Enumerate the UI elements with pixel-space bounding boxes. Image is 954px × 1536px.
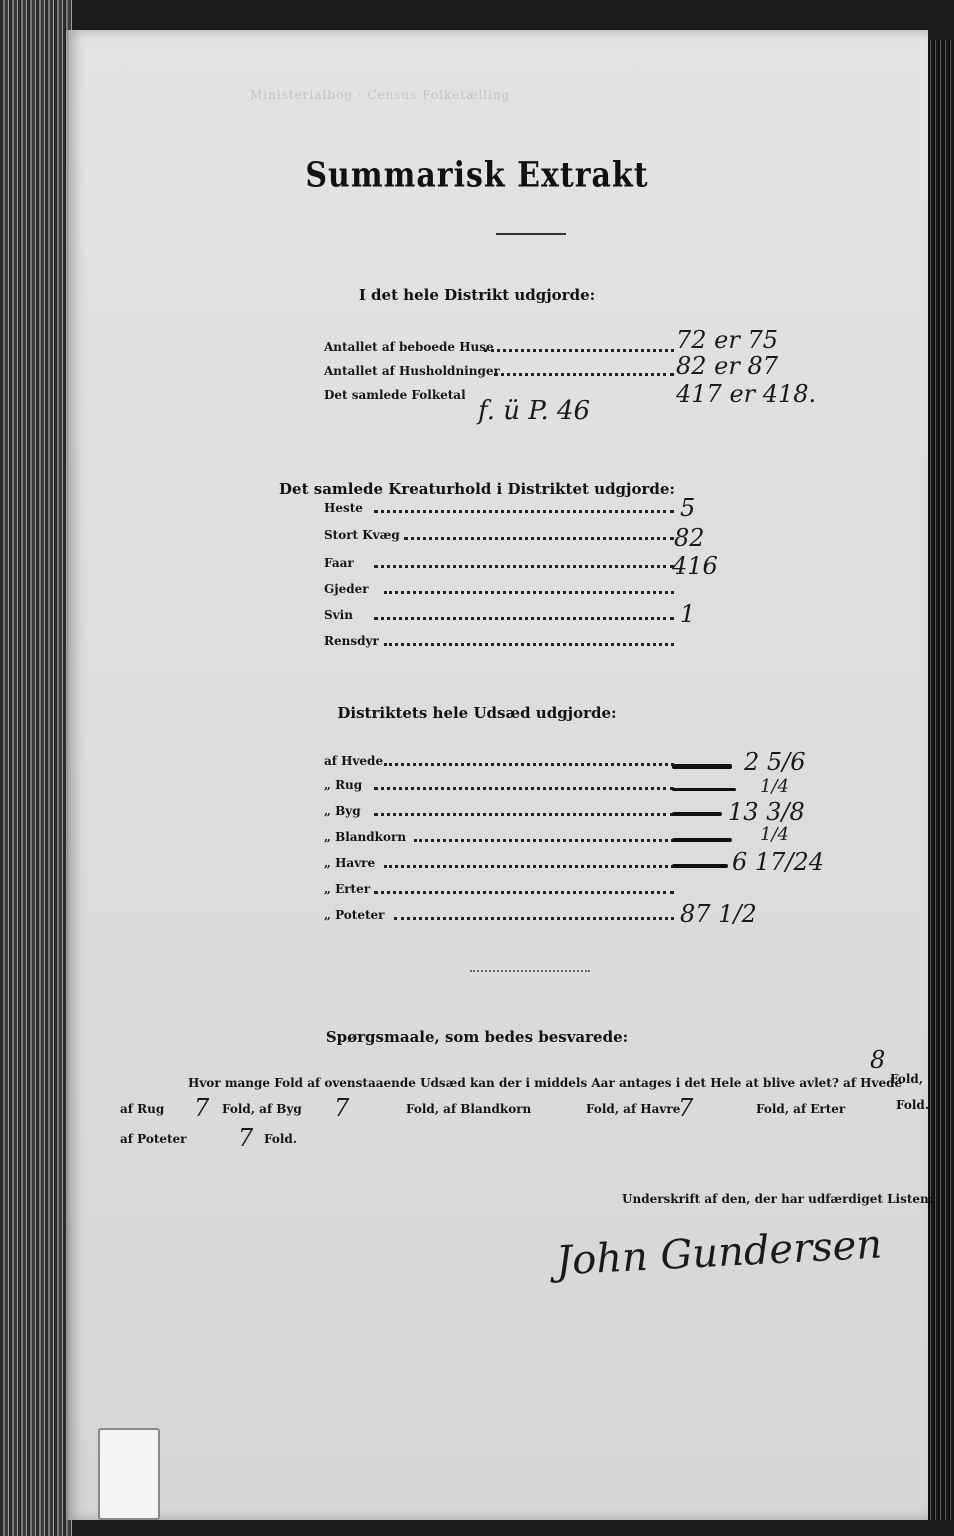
signature-caption: Underskrift af den, der har udfærdiget Listen: — [622, 1192, 934, 1206]
livestock-value: 5 — [680, 494, 696, 522]
title-rule — [496, 233, 566, 235]
faint-header: Ministerialbog · Census Folketælling — [250, 88, 511, 102]
seed-label: „ Rug — [324, 778, 363, 792]
page-edge — [928, 40, 954, 1520]
dot-leader — [374, 510, 674, 513]
fold-label: Fold, — [890, 1072, 923, 1086]
dot-leader — [384, 643, 674, 646]
book-binding — [0, 0, 72, 1536]
livestock-label: Stort Kvæg — [324, 528, 400, 542]
dot-leader — [374, 813, 674, 816]
livestock-label: Gjeder — [324, 582, 369, 596]
seed-label: af Hvede — [324, 754, 384, 768]
livestock-value: 1 — [680, 600, 696, 628]
dot-leader — [384, 591, 674, 594]
havre-label: Fold, af Havre — [586, 1102, 681, 1116]
seed-value: 6 17/24 — [732, 848, 825, 876]
livestock-value: 416 — [672, 552, 718, 580]
seed-value: 13 3/8 — [728, 798, 805, 826]
seed-value: 87 1/2 — [680, 900, 757, 928]
byg-label: Fold, af Byg — [222, 1102, 302, 1116]
houses-value: 72 er 75 — [676, 326, 779, 354]
livestock-label: Svin — [324, 608, 353, 622]
poteter-fold: Fold. — [264, 1132, 297, 1146]
seed-label: „ Poteter — [324, 908, 385, 922]
seed-value: 1/4 — [760, 824, 789, 845]
seed-value: 1/4 — [760, 776, 789, 797]
households-label: Antallet af Husholdninger — [324, 364, 500, 378]
havre-answer: 7 — [678, 1094, 694, 1122]
dot-leader — [374, 787, 674, 790]
archive-tag — [98, 1428, 160, 1520]
hvede-answer: 8 — [870, 1046, 886, 1074]
strike-bar — [672, 788, 736, 791]
strike-bar — [672, 812, 722, 816]
rug-label: af Rug — [120, 1102, 165, 1116]
poteter-answer: 7 — [238, 1124, 254, 1152]
strike-bar — [672, 864, 728, 868]
dot-leader — [374, 891, 674, 894]
seed-label: „ Erter — [324, 882, 371, 896]
population-label: Det samlede Folketal — [324, 388, 466, 402]
livestock-label: Rensdyr — [324, 634, 379, 648]
dot-leader — [374, 617, 674, 620]
fold-end-label: Fold. — [896, 1098, 929, 1112]
dot-leader — [484, 349, 674, 352]
dot-leader — [384, 763, 674, 766]
livestock-value: 82 — [674, 524, 705, 552]
dot-leader — [414, 839, 674, 842]
dot-leader — [374, 565, 674, 568]
questions-heading: Spørgsmaale, som bedes besvarede: — [325, 1028, 629, 1046]
signature: John Gundersen — [555, 1221, 884, 1285]
livestock-label: Faar — [324, 556, 354, 570]
erter-label: Fold, af Erter — [756, 1102, 846, 1116]
divider — [470, 970, 590, 972]
dot-leader — [394, 917, 674, 920]
rug-answer: 7 — [194, 1094, 210, 1122]
dot-leader — [404, 537, 674, 540]
section1-heading: I det hele Distrikt udgjorde: — [358, 286, 596, 304]
section2-heading: Det samlede Kreaturhold i Distriktet udgjorde: — [279, 480, 675, 498]
page-title: Summarisk Extrakt — [305, 155, 649, 196]
strike-bar — [672, 764, 732, 769]
seed-value: 2 5/6 — [744, 748, 806, 776]
dot-leader — [494, 373, 674, 376]
seed-label: „ Byg — [324, 804, 361, 818]
livestock-label: Heste — [324, 501, 363, 515]
population-value: 417 er 418. — [676, 380, 817, 408]
section3-heading: Distriktets hele Udsæd udgjorde: — [337, 704, 617, 722]
houses-label: Antallet af beboede Huse — [324, 340, 494, 354]
dot-leader — [384, 865, 674, 868]
poteter-label: af Poteter — [120, 1132, 187, 1146]
strike-bar — [672, 838, 732, 842]
seed-label: „ Havre — [324, 856, 376, 870]
seed-label: „ Blandkorn — [324, 830, 407, 844]
byg-answer: 7 — [334, 1094, 350, 1122]
blandkorn-label: Fold, af Blandkorn — [406, 1102, 532, 1116]
households-value: 82 er 87 — [676, 352, 779, 380]
population-note: f. ü P. 46 — [478, 396, 591, 426]
question-line1: Hvor mange Fold af ovenstaaende Udsæd kan der i middels Aar antages i det Hele at blive avlet? af Hvede — [188, 1076, 903, 1090]
